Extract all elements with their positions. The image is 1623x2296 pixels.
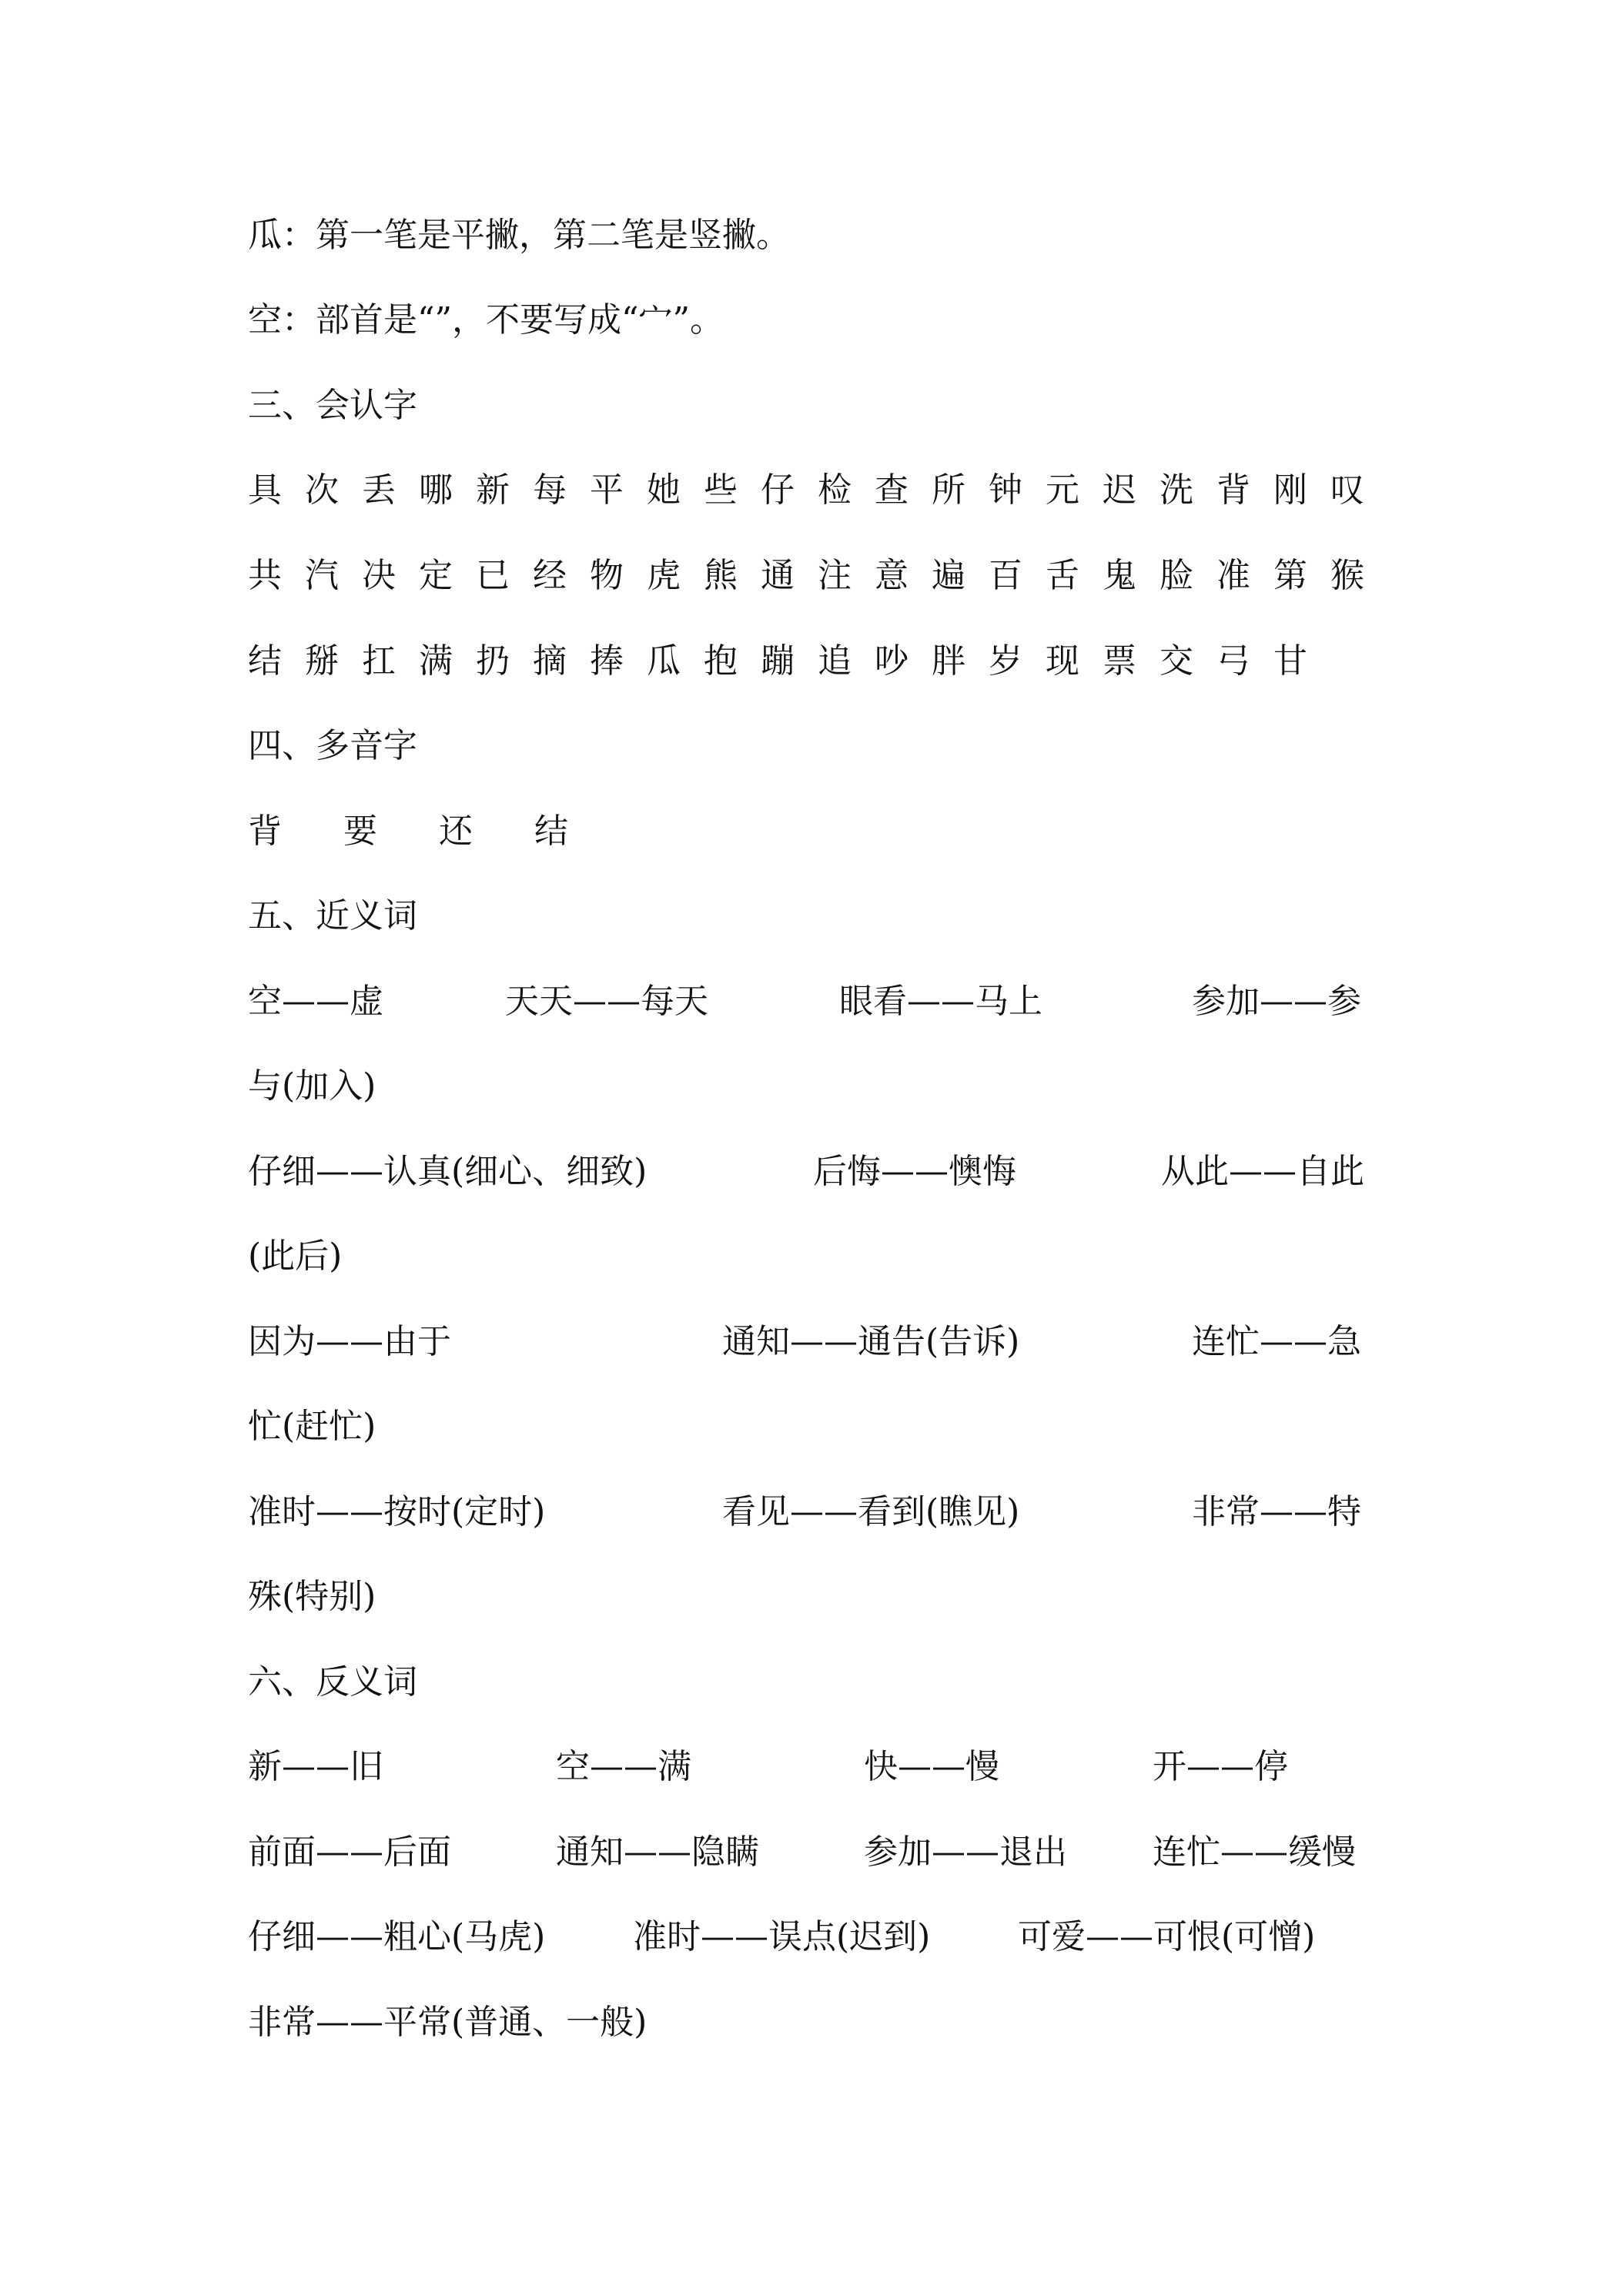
document-page (248, 0, 1387, 2296)
char: 每 (533, 470, 567, 510)
char: 脸 (1160, 556, 1193, 595)
char: 具 (248, 470, 282, 510)
char: 岁 (989, 641, 1022, 681)
antonym-row-4: 非常——平常(普通、一般) (248, 2003, 648, 2042)
synonym-pair: 通知——通告(告诉) (722, 1322, 1020, 1361)
polyphone-word: 还 (439, 812, 473, 851)
char: 所 (932, 470, 965, 510)
char: 物 (590, 556, 624, 595)
synonym-pair: 看见——看到(瞧见) (722, 1492, 1020, 1531)
antonym-pair: 连忙——缓慢 (1153, 1832, 1356, 1872)
char: 共 (248, 556, 282, 595)
polyphone-word: 背 (248, 812, 282, 851)
section-heading-polyphones: 四、多音字 (248, 726, 417, 765)
char: 胖 (932, 641, 965, 681)
char: 新 (476, 470, 510, 510)
synonym-row-1 (248, 975, 1387, 1029)
char: 鬼 (1103, 556, 1136, 595)
char: 平 (590, 470, 624, 510)
synonym-pair: 天天——每天 (505, 982, 708, 1021)
char: 查 (875, 470, 909, 510)
char: 她 (647, 470, 681, 510)
antonym-pair: 空——满 (556, 1747, 691, 1786)
char: 现 (1046, 641, 1079, 681)
char: 百 (989, 556, 1022, 595)
synonym-pair: 后悔——懊悔 (813, 1152, 1016, 1191)
synonym-pair: 空——虚 (248, 982, 383, 1021)
synonym-row-4 (248, 1485, 1387, 1539)
antonym-row-3 (248, 1910, 1387, 1964)
antonym-pair: 新——旧 (248, 1747, 383, 1786)
char: 定 (419, 556, 453, 595)
char: 哪 (419, 470, 453, 510)
synonym-row-3 (248, 1315, 1387, 1369)
char: 汽 (305, 556, 339, 595)
char: 元 (1046, 470, 1079, 510)
synonym-pair: 从此——自此 (1161, 1152, 1364, 1191)
char: 扔 (476, 641, 510, 681)
char-row-1 (248, 464, 1387, 517)
char-row-3 (248, 634, 1387, 688)
char: 交 (1160, 641, 1193, 681)
char: 满 (419, 641, 453, 681)
char: 舌 (1046, 556, 1079, 595)
polyphone-word: 结 (534, 812, 568, 851)
synonym-pair: 连忙——急 (1192, 1322, 1361, 1361)
antonym-pair: 通知——隐瞒 (556, 1832, 759, 1872)
section-heading-antonyms: 六、反义词 (248, 1662, 417, 1702)
char: 追 (818, 641, 852, 681)
antonym-pair: 仔细——粗心(马虎) (248, 1917, 546, 1956)
char: 熊 (704, 556, 738, 595)
char: 通 (761, 556, 795, 595)
note-line-gua: 瓜：第一笔是平撇，第二笔是竖撇。 (248, 216, 790, 255)
section-heading-synonyms: 五、近义词 (248, 896, 417, 935)
synonym-pair: 仔细——认真(细心、细致) (248, 1152, 648, 1191)
char: 蹦 (761, 641, 795, 681)
char: 仔 (761, 470, 795, 510)
synonym-pair: 眼看——马上 (839, 982, 1042, 1021)
section-heading-recognize: 三、会认字 (248, 386, 417, 425)
antonym-pair: 快——慢 (864, 1747, 999, 1786)
antonym-pair: 准时——误点(迟到) (633, 1917, 931, 1956)
synonym-row-4-cont: 殊(特别) (248, 1577, 376, 1616)
char: 抱 (704, 641, 738, 681)
synonym-pair: 非常——特 (1192, 1492, 1361, 1531)
char-row-2 (248, 549, 1387, 603)
char: 背 (1216, 470, 1250, 510)
antonym-row-2 (248, 1826, 1387, 1879)
antonym-pair: 开——停 (1153, 1747, 1288, 1786)
char: 经 (533, 556, 567, 595)
char: 刚 (1273, 470, 1307, 510)
char: 些 (704, 470, 738, 510)
note-line-kong: 空：部首是“”，不要写成“宀”。 (248, 300, 724, 340)
char: 瓜 (647, 641, 681, 681)
polyphone-word: 要 (343, 812, 377, 851)
char: 意 (875, 556, 909, 595)
synonym-pair: 因为——由于 (248, 1322, 451, 1361)
char: 已 (476, 556, 510, 595)
synonym-row-2-cont: (此后) (248, 1237, 343, 1276)
char: 吵 (875, 641, 909, 681)
char: 注 (818, 556, 852, 595)
char: 虎 (647, 556, 681, 595)
char: 迟 (1103, 470, 1136, 510)
char: 次 (305, 470, 339, 510)
char: 准 (1216, 556, 1250, 595)
polyphone-row (248, 805, 1387, 858)
char: 结 (248, 641, 282, 681)
char: 甘 (1273, 641, 1307, 681)
char: 票 (1103, 641, 1136, 681)
synonym-row-1-cont: 与(加入) (248, 1066, 376, 1106)
antonym-pair: 可爱——可恨(可憎) (1018, 1917, 1316, 1956)
char: 洗 (1160, 470, 1193, 510)
synonym-row-3-cont: 忙(赶忙) (248, 1407, 376, 1446)
antonym-row-1 (248, 1740, 1387, 1794)
char: 摘 (533, 641, 567, 681)
char: 掰 (305, 641, 339, 681)
synonym-row-2 (248, 1145, 1387, 1199)
char: 叹 (1330, 470, 1364, 510)
char: 遍 (932, 556, 965, 595)
char: 检 (818, 470, 852, 510)
char: 决 (362, 556, 396, 595)
char: 猴 (1330, 556, 1364, 595)
antonym-pair: 参加——退出 (864, 1832, 1067, 1872)
antonym-pair: 前面——后面 (248, 1832, 451, 1872)
char: 第 (1273, 556, 1307, 595)
char: 钟 (989, 470, 1022, 510)
char: 捧 (590, 641, 624, 681)
char: 丢 (362, 470, 396, 510)
char: 弓 (1216, 641, 1250, 681)
synonym-pair: 参加——参 (1192, 982, 1361, 1021)
synonym-pair: 准时——按时(定时) (248, 1492, 546, 1531)
char: 扛 (362, 641, 396, 681)
